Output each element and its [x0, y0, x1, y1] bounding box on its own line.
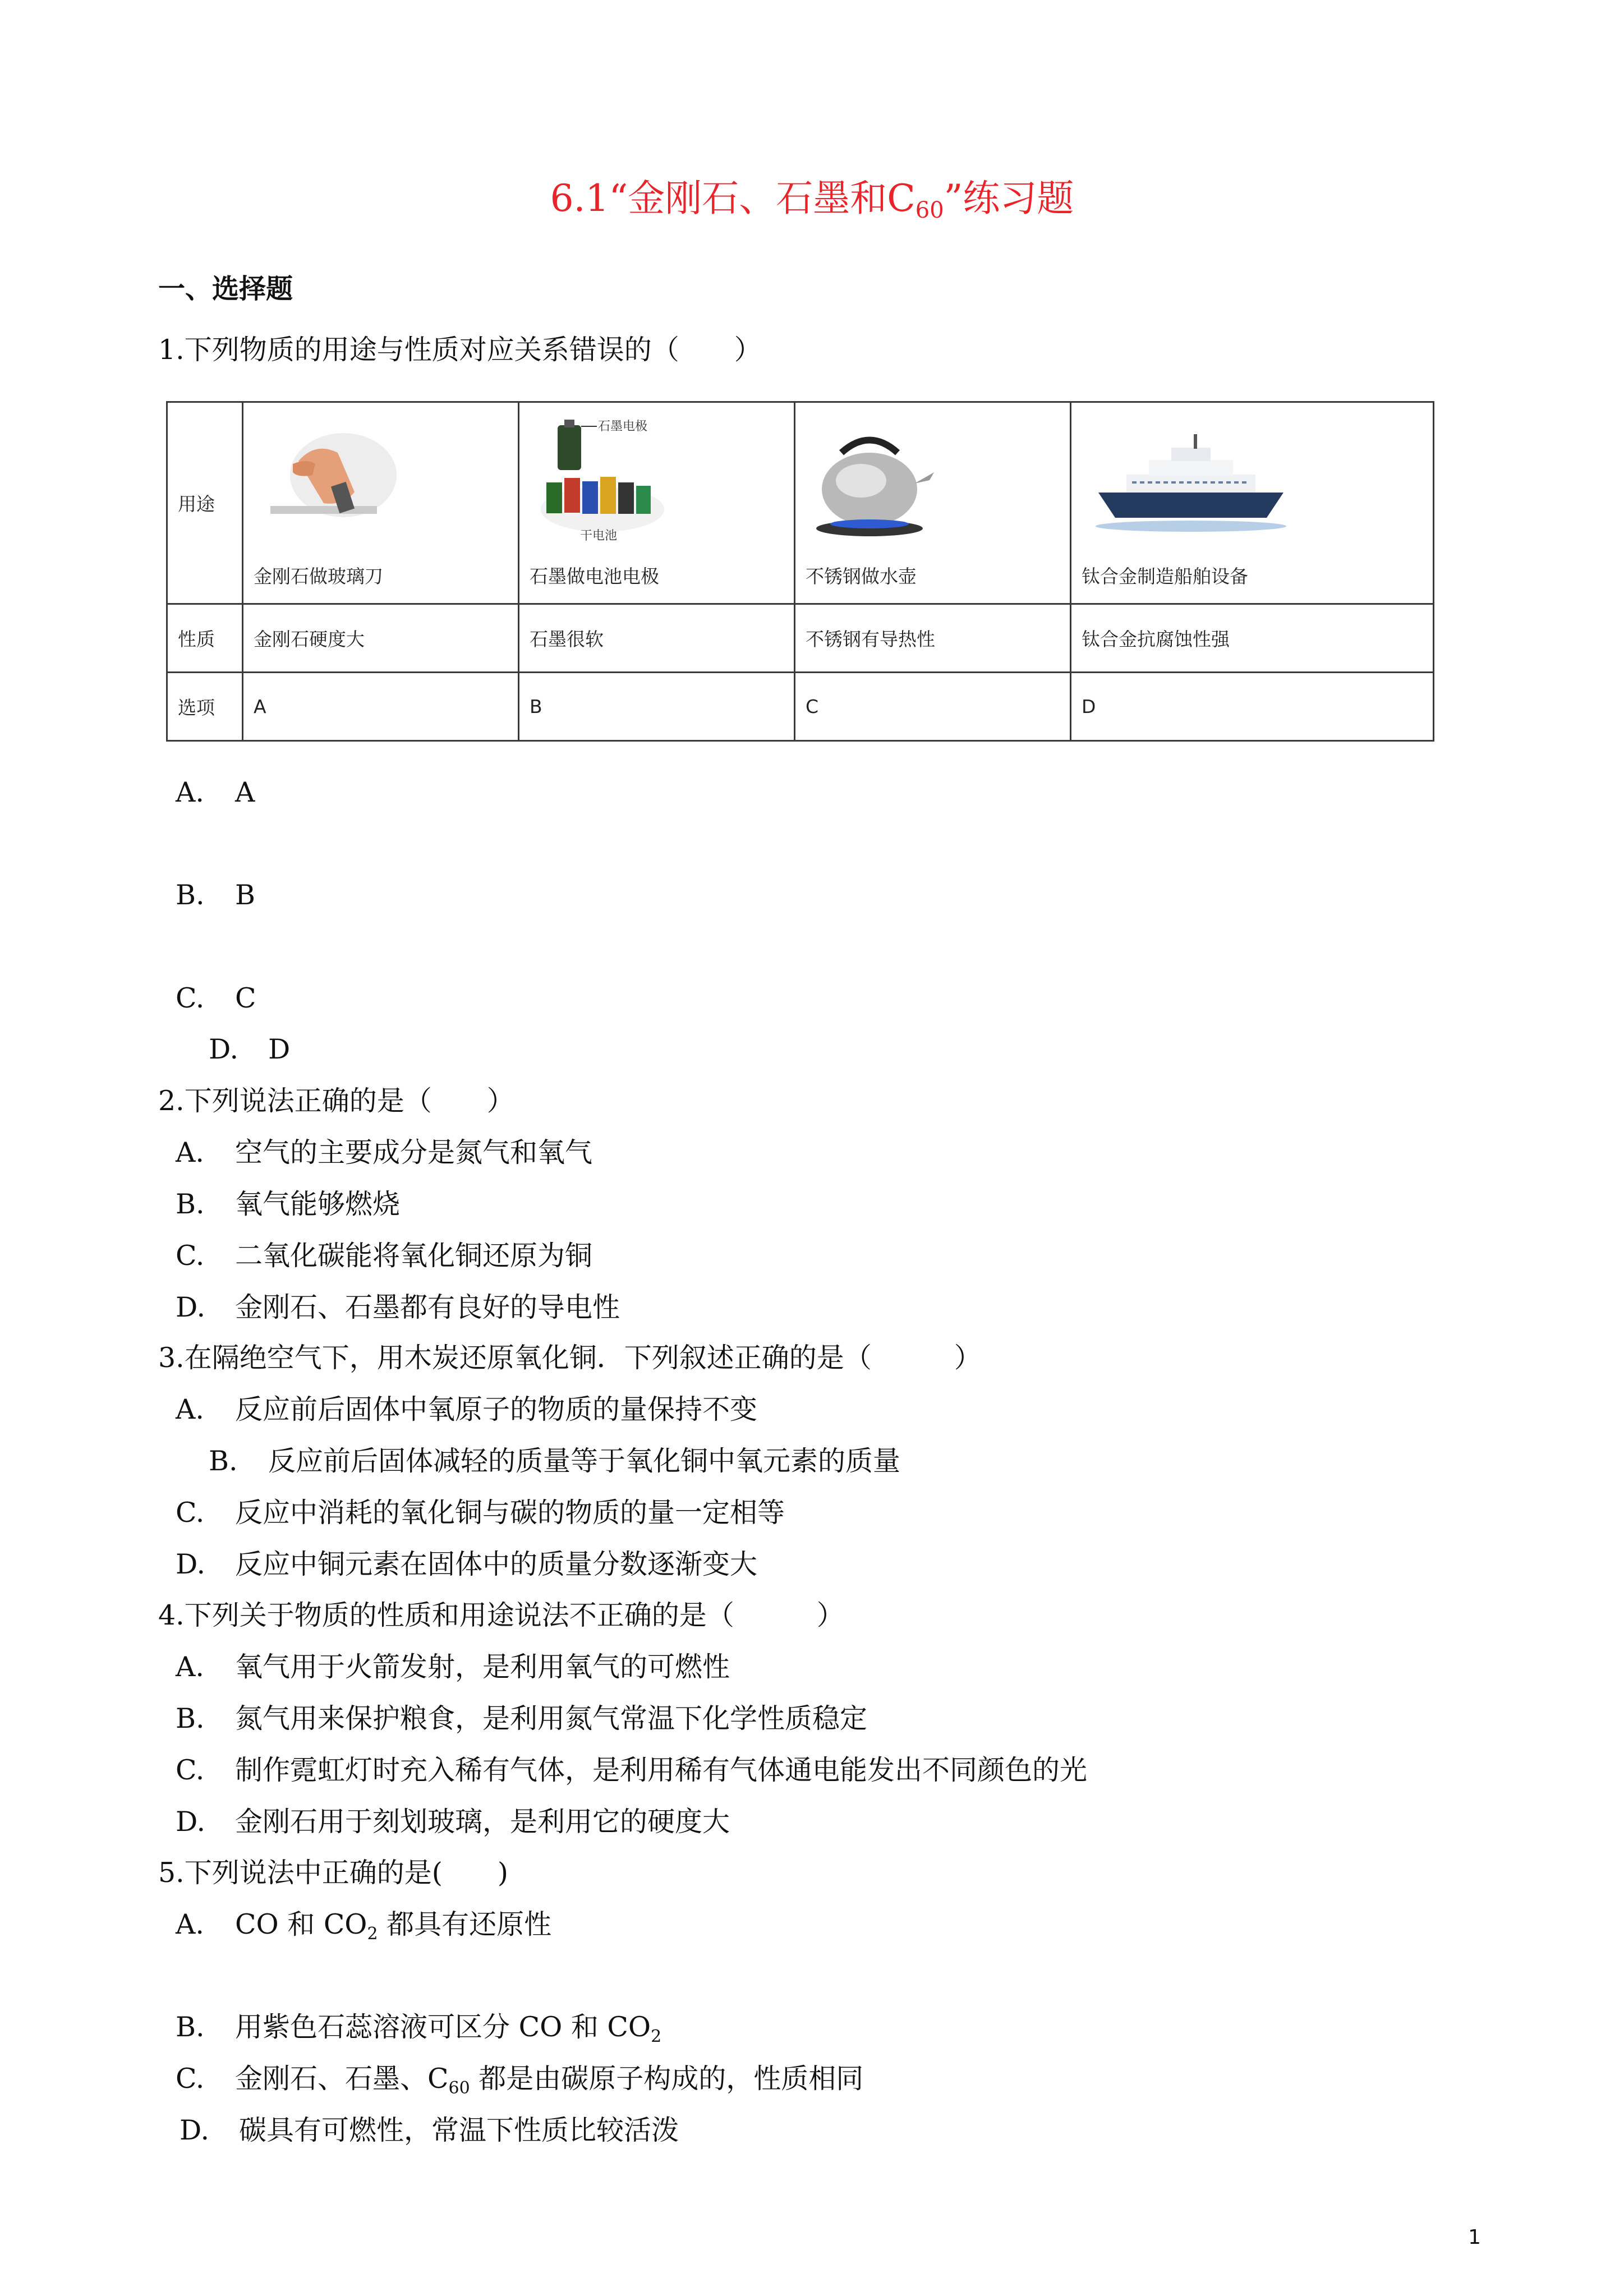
choice-option: D. 反应中铜元素在固体中的质量分数逐渐变大 [176, 1548, 758, 1580]
option-cell: A [243, 673, 519, 741]
kettle-icon [813, 422, 937, 545]
property-cell: 不锈钢有导热性 [795, 604, 1071, 673]
property-cell: 钛合金抗腐蚀性强 [1071, 604, 1434, 673]
choice-option: C. 金刚石、石墨、$C_{60}$ 都是由碳原子构成的，性质相同 [176, 2063, 864, 2098]
question-5-stem: 5.下列说法中正确的是( ) [158, 1857, 508, 1889]
use-text: 金刚石做玻璃刀 [254, 565, 383, 587]
table-cell [1071, 402, 1434, 604]
row-label: 性质 [167, 604, 243, 673]
option-cell: D [1071, 673, 1434, 741]
choice-option: D. 金刚石用于刻划玻璃，是利用它的硬度大 [176, 1806, 730, 1838]
table-row [167, 402, 1434, 604]
choice-option: B. B [176, 879, 256, 911]
battery-image [530, 403, 784, 543]
choice-option: A. 反应前后固体中氧原子的物质的量保持不变 [176, 1393, 758, 1425]
q1-table [166, 401, 1434, 742]
choice-option: C. C [176, 982, 256, 1014]
dry-battery-label: 干电池 [580, 529, 618, 543]
kettle-image [806, 403, 1060, 543]
choice-option: B. 用紫色石蕊溶液可区分 CO 和 $CO_2$ [176, 2011, 662, 2046]
page-number: 1 [1468, 2226, 1481, 2249]
choice-option: A. A [176, 776, 255, 808]
choice-option: B. 氮气用来保护粮食，是利用氮气常温下化学性质稳定 [176, 1703, 868, 1734]
question-3-stem: 3.在隔绝空气下，用木炭还原氧化铜．下列叙述正确的是（ ） [158, 1342, 982, 1374]
property-cell: 石墨很软 [519, 604, 795, 673]
choice-option: C. 二氧化碳能将氧化铜还原为铜 [176, 1240, 593, 1272]
choice-option: B. 氧气能够燃烧 [176, 1188, 401, 1220]
choice-option: A. 空气的主要成分是氮气和氧气 [176, 1137, 593, 1168]
table-cell [243, 402, 519, 604]
row-label: 选项 [167, 673, 243, 741]
ship-image [1082, 403, 1423, 543]
question-4-stem: 4.下列关于物质的性质和用途说法不正确的是（ ） [158, 1599, 844, 1631]
title-tail: ”练习题 [944, 177, 1074, 220]
question-1-stem: 1.下列物质的用途与性质对应关系错误的（ ） [158, 334, 762, 366]
choice-option: A. 氧气用于火箭发射，是利用氧气的可燃性 [176, 1651, 730, 1683]
title-subscript: 60 [915, 197, 944, 223]
choice-option: C. 反应中消耗的氧化铜与碳的物质的量一定相等 [176, 1497, 785, 1529]
table-row [167, 673, 1434, 741]
question-2-stem: 2.下列说法正确的是（ ） [158, 1085, 514, 1117]
choice-option: B. 反应前后固体减轻的质量等于氧化铜中氧元素的质量 [209, 1445, 901, 1477]
row-label: 用途 [167, 402, 243, 604]
table-cell [519, 402, 795, 604]
section-title: 一、选择题 [158, 273, 293, 305]
glass-cutter-image [254, 403, 508, 543]
glass-cutter-icon [259, 422, 399, 540]
option-cell: C [795, 673, 1071, 741]
choice-option: D. 金刚石、石墨都有良好的导电性 [176, 1291, 620, 1323]
battery-icon [535, 415, 670, 544]
option-cell: B [519, 673, 795, 741]
use-text: 钛合金制造船舶设备 [1082, 565, 1248, 587]
table-cell [795, 402, 1071, 604]
title-main: 6.1“金刚石、石墨和C [550, 177, 915, 220]
ship-icon [1093, 431, 1295, 543]
choice-option: D. 碳具有可燃性，常温下性质比较活泼 [180, 2114, 679, 2146]
choice-option: A. CO 和 $CO_2$ 都具有还原性 [176, 1908, 552, 1944]
use-text: 石墨做电池电极 [530, 565, 659, 587]
page-title [0, 168, 1624, 223]
table-row [167, 604, 1434, 673]
choice-option: D. D [209, 1033, 291, 1065]
use-text: 不锈钢做水壶 [806, 565, 917, 587]
choice-option: C. 制作霓虹灯时充入稀有气体，是利用稀有气体通电能发出不同颜色的光 [176, 1754, 1088, 1786]
graphite-electrode-label: 石墨电极 [598, 420, 648, 434]
property-cell: 金刚石硬度大 [243, 604, 519, 673]
